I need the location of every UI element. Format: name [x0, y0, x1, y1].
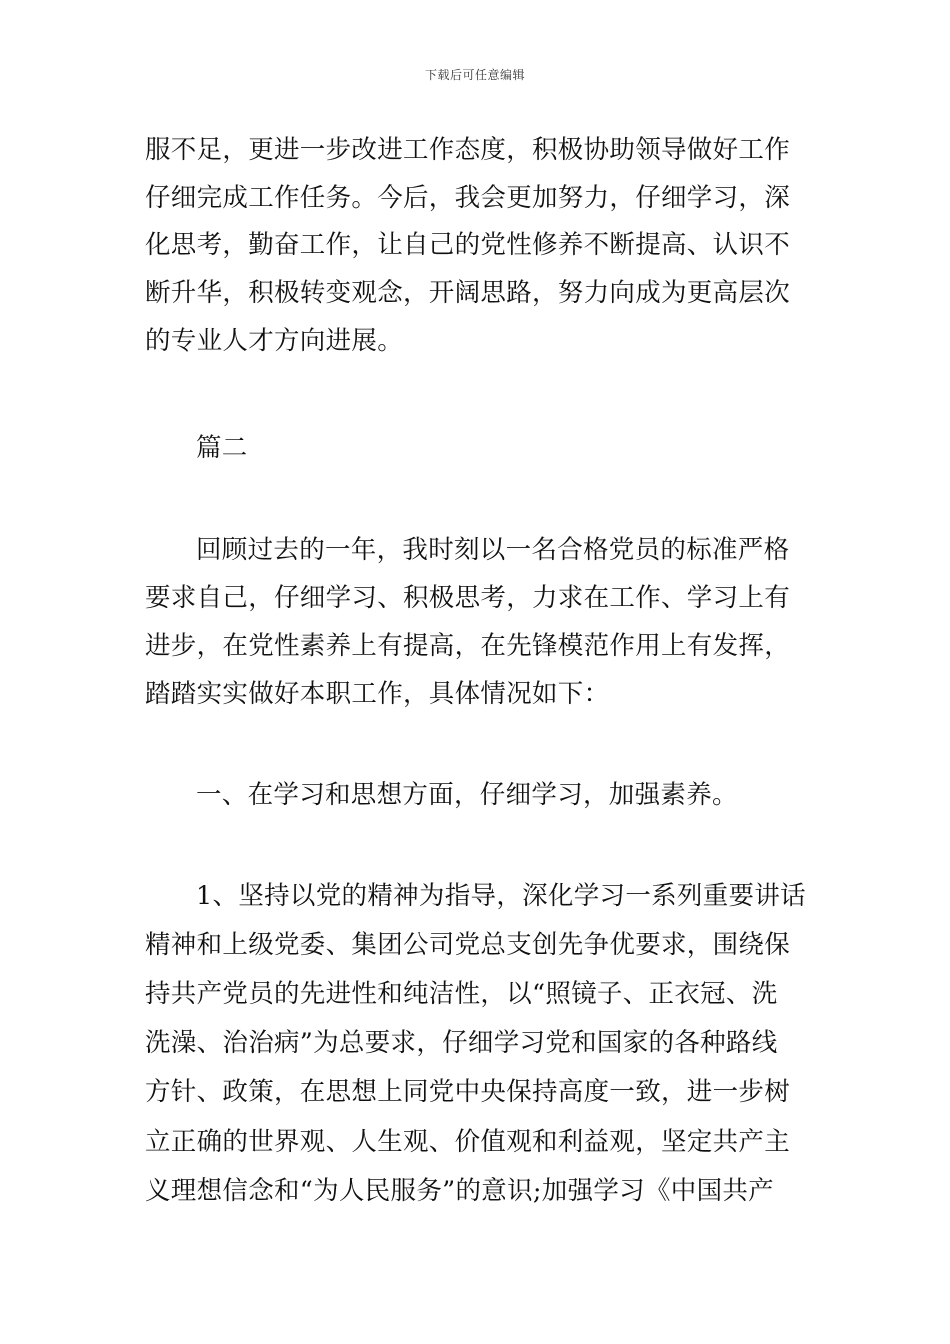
body-line: 化思考，勤奋工作，让自己的党性修养不断提高、认识不: [145, 230, 791, 260]
body-line: 断升华，积极转变观念，开阔思路，努力向成为更高层次: [145, 278, 791, 308]
body-line: 精神和上级党委、集团公司党总支创先争优要求，围绕保: [145, 930, 791, 960]
body-line: 立正确的世界观、人生观、价值观和利益观，坚定共产主: [145, 1127, 791, 1157]
body-line: 的专业人才方向进展。: [145, 326, 404, 356]
body-line: 持共产党员的先进性和纯洁性，以“照镜子、正衣冠、洗: [145, 979, 778, 1009]
subsection-heading: 一、在学习和思想方面，仔细学习，加强素养。: [196, 780, 738, 810]
body-line: 洗澡、治治病”为总要求，仔细学习党和国家的各种路线: [145, 1028, 778, 1058]
body-line: 踏踏实实做好本职工作，具体情况如下：: [145, 679, 610, 709]
paragraph-first-line: 回顾过去的一年，我时刻以一名合格党员的标准严格: [196, 535, 790, 565]
body-line: 义理想信念和“为人民服务”的意识;加强学习《中国共产: [145, 1176, 774, 1206]
section-heading: 篇二: [196, 433, 248, 463]
paragraph-first-line: 1、坚持以党的精神为指导，深化学习一系列重要讲话: [196, 881, 806, 911]
header-note: 下载后可任意编辑: [424, 68, 525, 82]
body-line: 服不足，更进一步改进工作态度，积极协助领导做好工作: [145, 135, 791, 165]
body-line: 方针、政策，在思想上同党中央保持高度一致，进一步树: [145, 1077, 791, 1107]
body-line: 进步，在党性素养上有提高，在先锋模范作用上有发挥，: [145, 631, 791, 661]
body-line: 仔细完成工作任务。今后，我会更加努力，仔细学习，深: [145, 183, 791, 213]
body-line: 要求自己，仔细学习、积极思考，力求在工作、学习上有: [145, 583, 791, 613]
